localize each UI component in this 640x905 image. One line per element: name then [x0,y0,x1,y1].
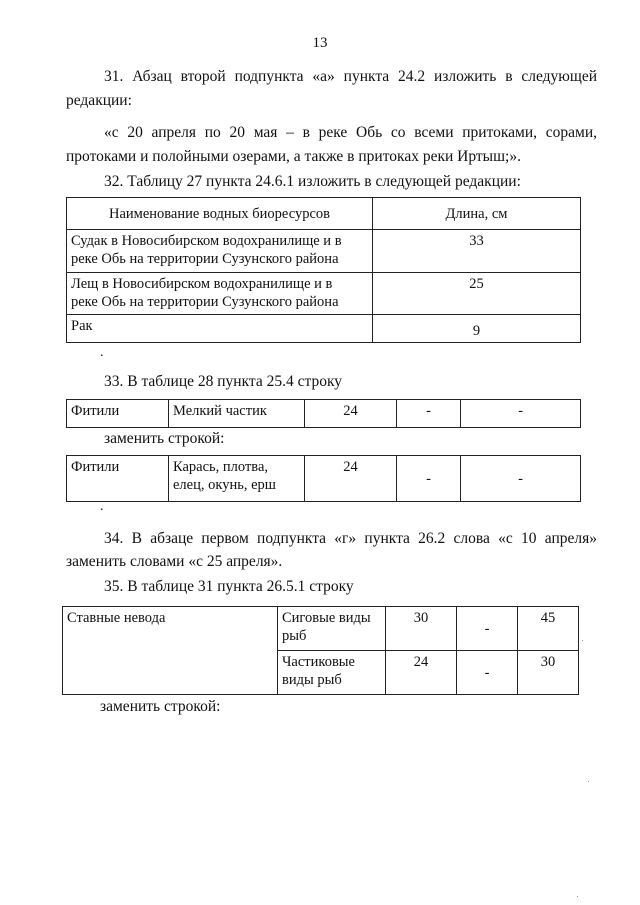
table-27-header-length: Длина, см [373,198,581,230]
decorative-dot: . [100,345,104,360]
table-31-gear: Ставные невода [63,607,278,695]
item-35-replace-text: заменить строкой: [100,698,221,715]
table-row [67,400,581,428]
item-31-quote-line2: протоками и полойными озерами, а также в притоках реки Иртыш;». [66,148,521,165]
table-28-new-v1: 24 [305,456,397,502]
table-31-v3: 30 [518,651,579,695]
table-31-old-rows [62,606,579,695]
table-27-cell-length: 33 [373,230,581,273]
table-27 [66,197,581,343]
table-31-v3: 45 [518,607,579,651]
table-28-old-v3: - [461,400,581,428]
scan-speck [577,896,578,897]
item-33-text: 33. В таблице 28 пункта 25.4 строку [104,373,343,390]
table-28-new-v3: - [461,456,581,502]
table-27-cell-length: 9 [373,315,581,343]
scan-speck [582,640,583,641]
item-34-line2: заменить словами «с 25 апреля». [66,553,283,570]
table-27-header-name: Наименование водных биоресурсов [67,198,373,230]
table-31-v2: - [457,651,518,695]
table-row [67,230,581,273]
item-31-line2: редакции: [66,92,132,109]
table-27-cell-name: Лещ в Новосибирском водохранилище и в реке Обь на территории Сузунского района [67,273,373,315]
item-34-line1: 34. В абзаце первом подпункта «г» пункта 26.2 слова «с 10 апреля» [104,530,597,547]
table-27-cell-length: 25 [373,273,581,315]
table-28-old-row [66,399,581,428]
table-row [67,456,581,502]
item-33-replace-text: заменить строкой: [104,430,225,447]
table-28-old-gear: Фитили [67,400,169,428]
table-28-old-v1: 24 [305,400,397,428]
item-32-text: 32. Таблицу 27 пункта 24.6.1 изложить в следующей редакции: [104,173,521,190]
scan-speck [588,781,589,782]
page-number: 13 [312,35,328,51]
table-31-v1: 30 [386,607,457,651]
table-27-cell-name: Судак в Новосибирском водохранилище и в реке Обь на территории Сузунского района [67,230,373,273]
table-28-old-v2: - [397,400,461,428]
table-28-new-gear: Фитили [67,456,169,502]
table-31-v2: - [457,607,518,651]
table-28-new-row [66,455,581,502]
item-31-quote-line1: «с 20 апреля по 20 мая – в реке Обь со всеми притоками, сорами, [104,124,597,141]
table-28-new-v2: - [397,456,461,502]
table-28-new-fish: Карась, плотва, елец, окунь, ерш [169,456,305,502]
table-31-fish: Частиковые виды рыб [278,651,386,695]
table-row [67,315,581,343]
table-31-fish: Сиговые виды рыб [278,607,386,651]
item-35-text: 35. В таблице 31 пункта 26.5.1 строку [104,578,354,595]
table-27-cell-name: Рак [67,315,373,343]
table-row [63,607,579,651]
decorative-dot: . [100,499,104,514]
table-28-old-fish: Мелкий частик [169,400,305,428]
table-row [67,273,581,315]
table-31-v1: 24 [386,651,457,695]
item-31-line1: 31. Абзац второй подпункта «а» пункта 24.2 изложить в следующей [104,68,597,85]
